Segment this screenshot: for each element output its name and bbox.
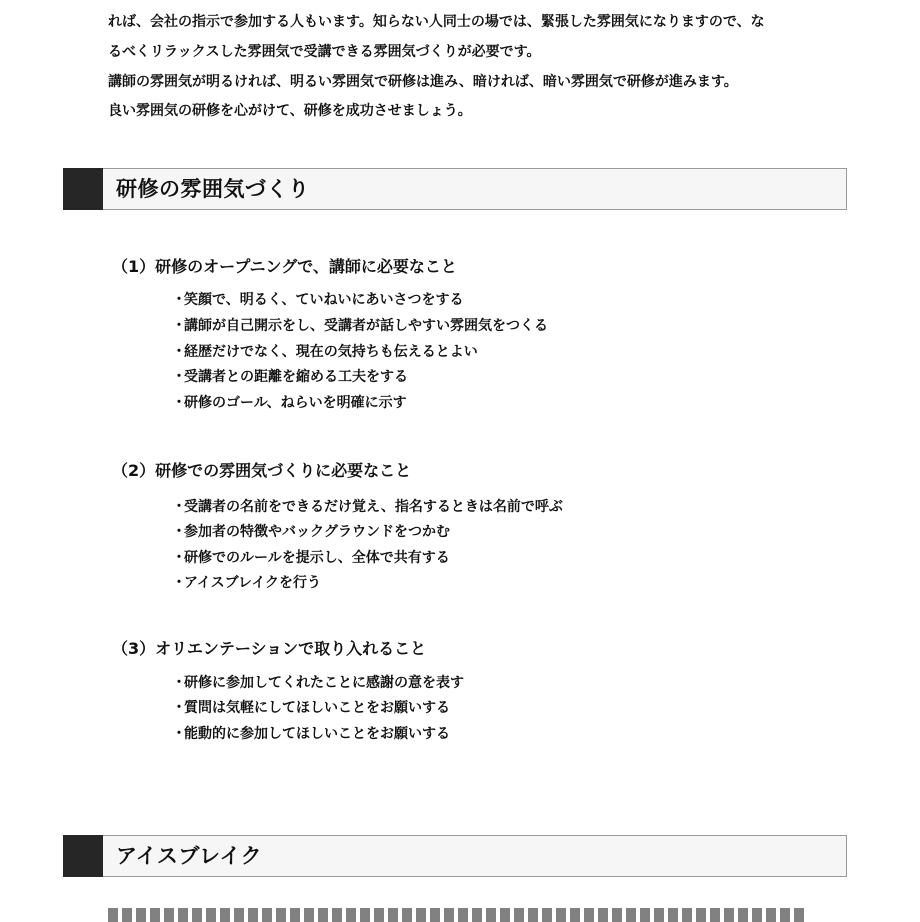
list-item-text: 研修のゴール、ねらいを明確に示す	[184, 395, 407, 411]
list-item	[172, 368, 408, 386]
bullet-mark: ・	[172, 369, 186, 385]
list-item-text: 能動的に参加してほしいことをお願いする	[184, 726, 450, 742]
group-heading-1: （1）研修のオープニングで、講師に必要なこと	[112, 257, 457, 276]
bullet-mark: ・	[172, 499, 186, 515]
bullet-mark: ・	[172, 575, 186, 591]
list-item-text: 研修でのルールを提示し、全体で共有する	[184, 550, 450, 566]
bullet-mark: ・	[172, 292, 186, 308]
list-item-text: 受講者との距離を縮める工夫をする	[184, 369, 408, 385]
section-title: 研修の雰囲気づくり	[116, 177, 310, 201]
list-item-text: 経歴だけでなく、現在の気持ちも伝えるとよい	[184, 344, 478, 360]
list-item	[172, 498, 563, 516]
bullet-mark: ・	[172, 318, 186, 334]
bullet-mark: ・	[172, 675, 186, 691]
section-header-bar	[63, 168, 103, 210]
group-heading-3: （3）オリエンテーションで取り入れること	[112, 639, 427, 658]
list-item	[172, 549, 450, 567]
intro-line-2: るべくリラックスした雰囲気で受講できる雰囲気づくりが必要です。	[108, 44, 541, 60]
list-item-text: アイスブレイクを行う	[184, 575, 322, 591]
intro-line-4: 良い雰囲気の研修を心がけて、研修を成功させましょう。	[108, 103, 472, 119]
intro-line-3: 講師の雰囲気が明るければ、明るい雰囲気で研修は進み、暗ければ、暗い雰囲気で研修が進みます。	[108, 74, 738, 90]
list-item-text: 研修に参加してくれたことに感謝の意を表す	[184, 675, 464, 691]
list-item	[172, 699, 450, 717]
list-item	[172, 674, 464, 692]
section-header-icebreak	[63, 835, 847, 877]
list-item	[172, 574, 321, 592]
list-item	[172, 523, 450, 541]
bullet-mark: ・	[172, 726, 186, 742]
list-item-text: 参加者の特徴やバックグラウンドをつかむ	[184, 524, 450, 540]
intro-line-1: れば、会社の指示で参加する人もいます。知らない人同士の場では、緊張した雰囲気になりますので、な	[108, 14, 765, 30]
list-item	[172, 725, 450, 743]
list-item-text: 笑顔で、明るく、ていねいにあいさつをする	[184, 292, 464, 308]
bullet-mark: ・	[172, 700, 186, 716]
bullet-mark: ・	[172, 395, 186, 411]
bullet-mark: ・	[172, 524, 186, 540]
list-item	[172, 317, 548, 335]
bullet-mark: ・	[172, 550, 186, 566]
list-item-text: 質問は気軽にしてほしいことをお願いする	[184, 700, 450, 716]
section-title: アイスブレイク	[116, 844, 263, 868]
section-header-training-atmosphere	[63, 168, 847, 210]
bullet-mark: ・	[172, 344, 186, 360]
list-item-text: 受講者の名前をできるだけ覚え、指名するときは名前で呼ぶ	[184, 499, 563, 515]
list-item	[172, 291, 463, 309]
list-item	[172, 343, 478, 361]
list-item	[172, 394, 407, 412]
group-heading-2: （2）研修での雰囲気づくりに必要なこと	[112, 461, 412, 480]
list-item-text: 講師が自己開示をし、受講者が話しやすい雰囲気をつくる	[184, 318, 548, 334]
section-header-bar	[63, 835, 103, 877]
